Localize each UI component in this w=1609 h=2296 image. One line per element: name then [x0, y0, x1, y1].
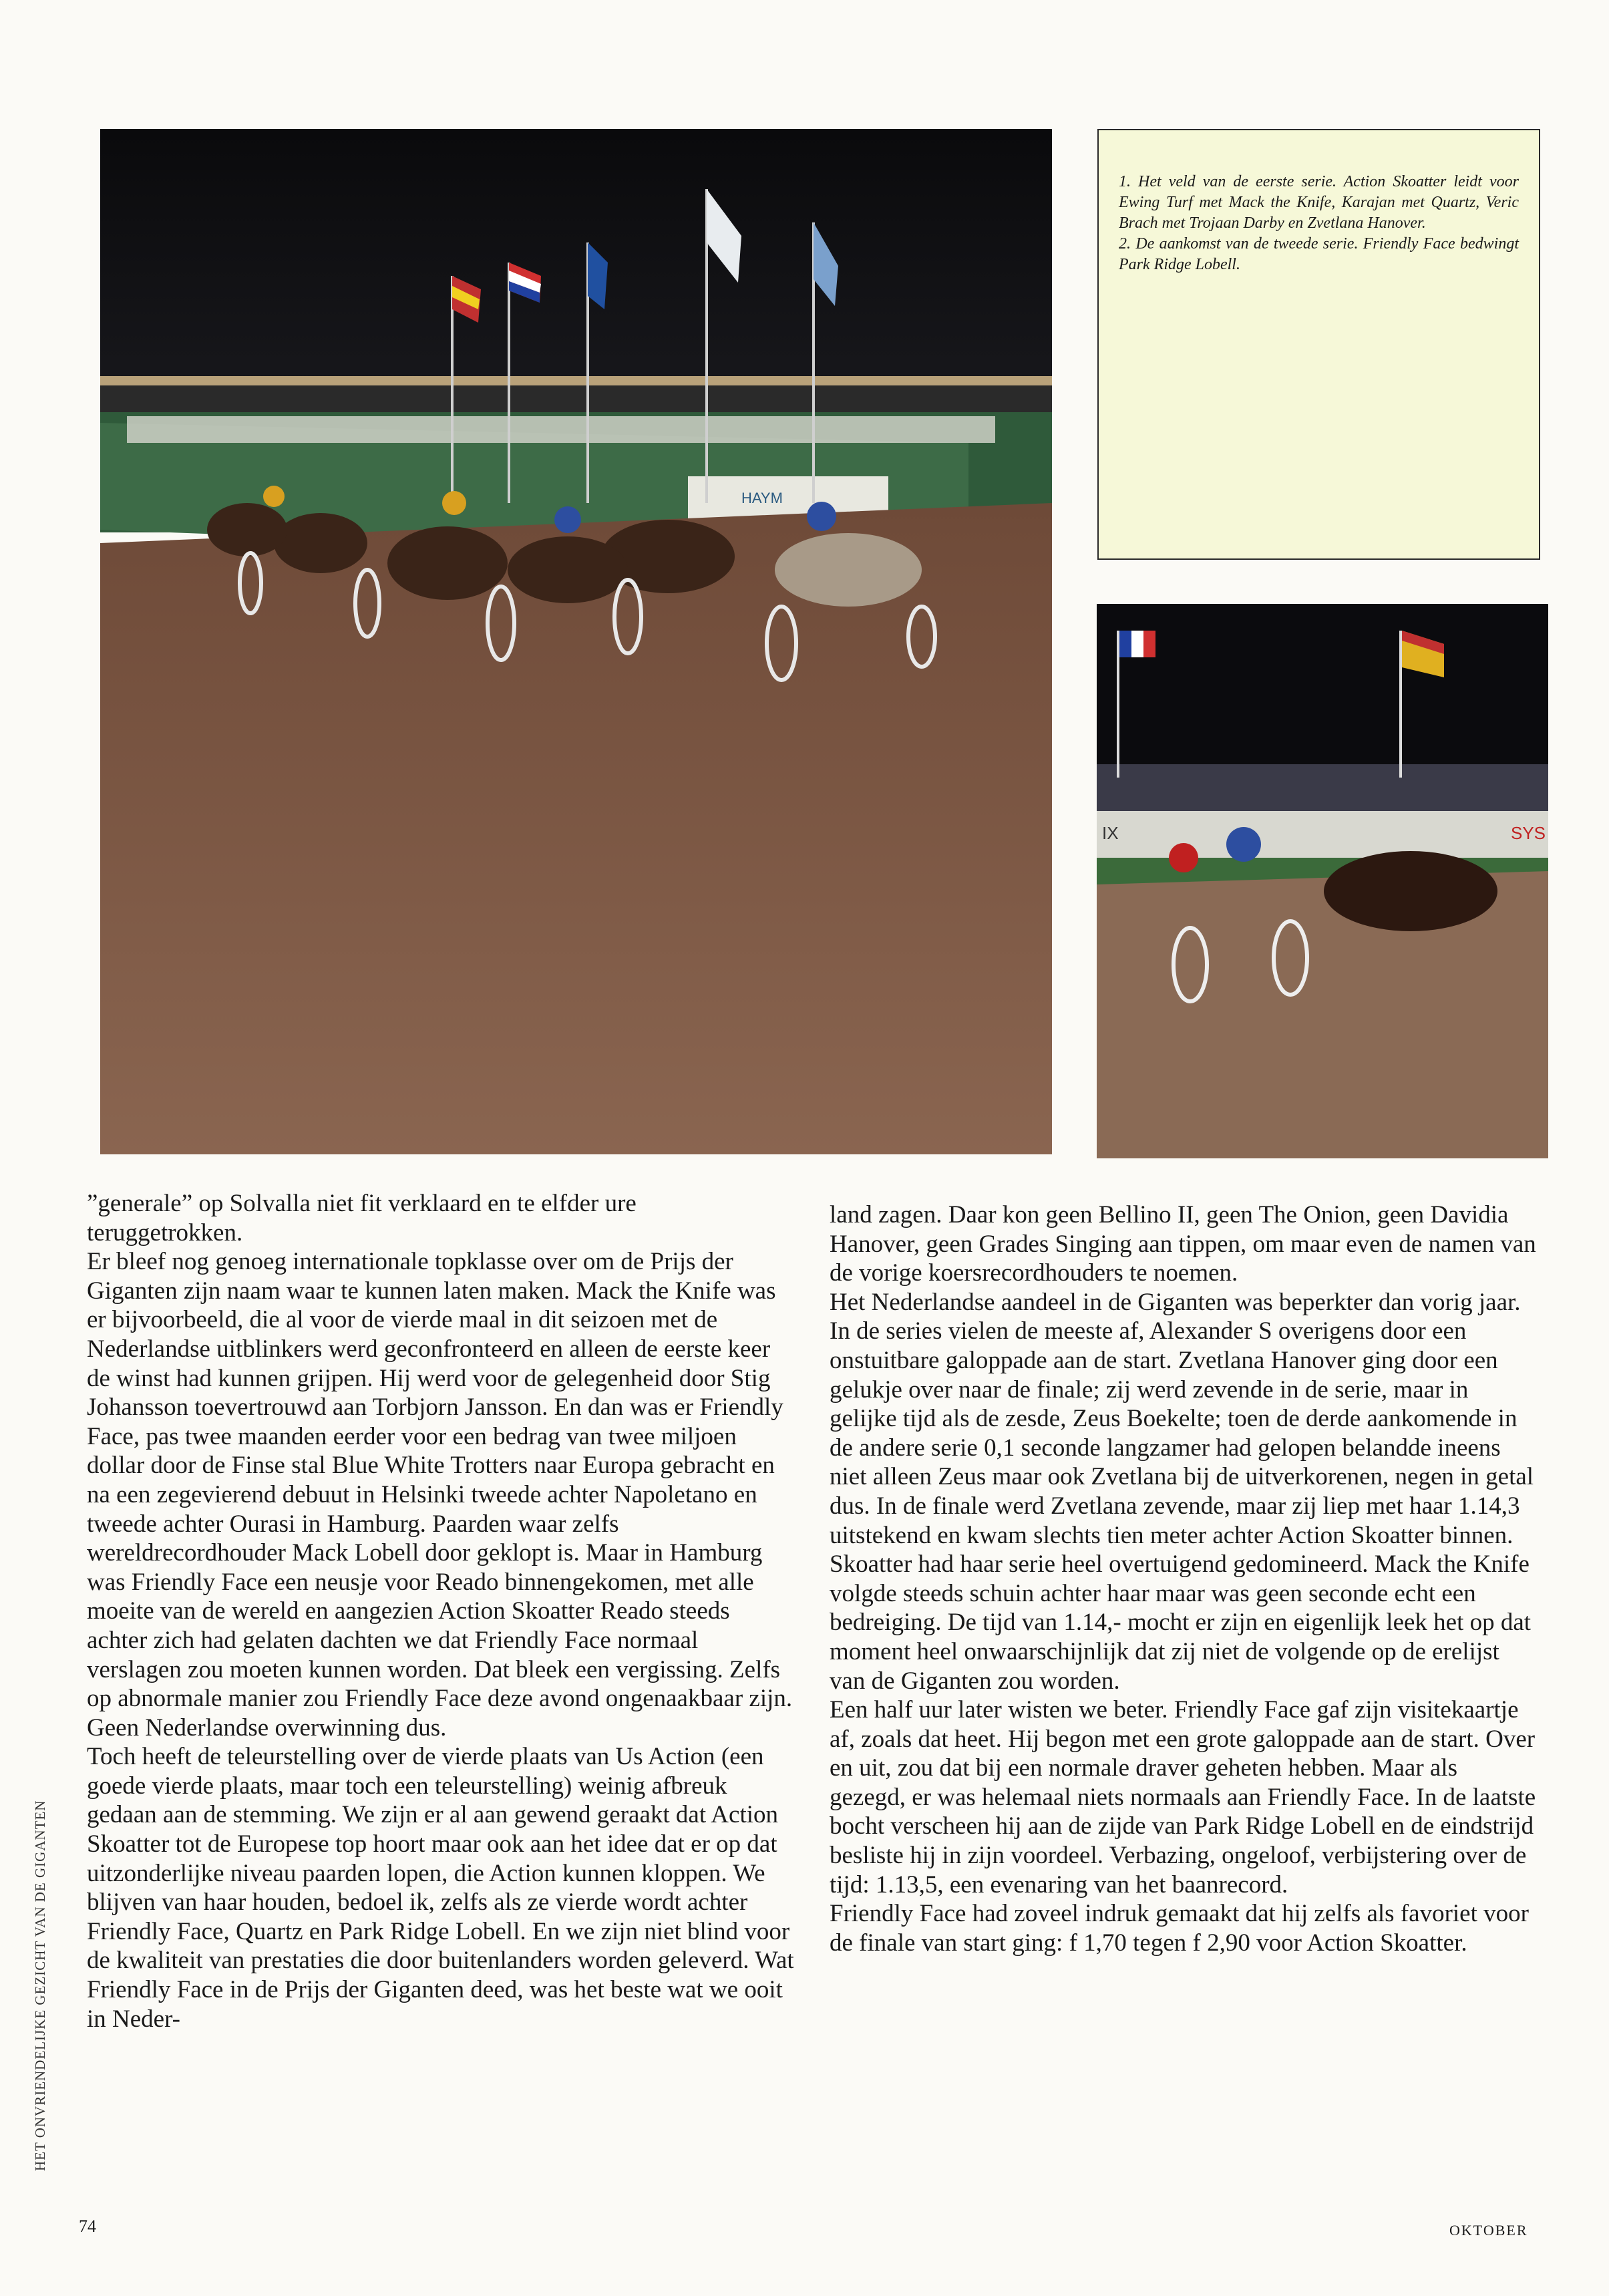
paragraph: Toch heeft de teleurstelling over de vierde plaats van Us Action (een goede vierde plaats, maar toch een teleurstelling) weinig afbreuk gedaan aan de stemming. We zijn er al aan gewend geraakt dat Action Skoatter tot de Europese top hoort maar ook aan het idee dat er op dat uitzonderlijke niveau paarden lopen, die Action kunnen kloppen. We blijven van haar houden, bedoel ik, zelfs als ze vierde wordt achter Friendly Face, Quartz en Park Ridge Lobell. En we zijn niet blind voor de kwaliteit van prestaties die door buitenlanders worden geleverd. Wat Friendly Face in de Prijs der Giganten deed, was het beste wat we ooit in Neder- — [87, 1743, 794, 2033]
photo-first-heat — [100, 129, 1052, 1154]
ad-board-text-right: SYS — [1511, 823, 1546, 843]
article-right-column — [830, 1200, 1538, 1957]
paragraph: Friendly Face had zoveel indruk gemaakt dat hij zelfs als favoriet voor de finale van start ging: f 1,70 tegen f 2,90 voor Action Skoatter. — [830, 1900, 1529, 1957]
article-left-column — [87, 1189, 795, 2033]
paragraph: Er bleef nog genoeg internationale topklasse over om de Prijs der Giganten zijn naam waar te kunnen laten maken. Mack the Knife was er bijvoorbeeld, die al voor de vierde maal in dit seizoen met de Nederlandse uitblinkers werd geconfronteerd en alleen de eerste keer de winst had kunnen grijpen. Hij werd voor de gelegenheid door Stig Johansson toevertrouwd aan Torbjorn Jansson. En dan was er Friendly Face, pas twee maanden eerder voor een bedrag van twee miljoen dollar door de Finse stal Blue White Trotters naar Europa gebracht en na een zegevierend debuut in Helsinki tweede achter Napoletano en tweede achter Ourasi in Hamburg. Paarden waar zelfs wereldrecordhouder Mack Lobell door geklopt is. Maar in Hamburg was Friendly Face een neusje voor Reado binnengekomen, met alle moeite van de wereld en aangezien Action Skoatter Reado steeds achter zich had gelaten dachten we dat Friendly Face normaal verslagen zou moeten kunnen worden. Dat bleek een vergissing. Zelfs op abnormale manier zou Friendly Face deze avond ongenaakbaar zijn. Geen Nederlandse overwinning dus. — [87, 1248, 793, 1742]
harness-race-illustration — [100, 129, 1052, 1154]
paragraph: land zagen. Daar kon geen Bellino II, geen The Onion, geen Davidia Hanover, geen Grades Singing aan tippen, om maar even de namen van de vorige koersrecordhouders te noemen. — [830, 1201, 1536, 1287]
issue-month: OKTOBER — [1449, 2222, 1528, 2239]
paragraph: ”generale” op Solvalla niet fit verklaard en te elfder ure teruggetrokken. — [87, 1190, 637, 1247]
photo-caption-box — [1097, 129, 1540, 560]
photo-second-heat — [1097, 604, 1548, 1158]
paragraph: Het Nederlandse aandeel in de Giganten was beperkter dan vorig jaar. In de series vielen de meeste af, Alexander S overigens door een onstuitbare galoppade aan de start. Zvetlana Hanover ging door een gelukje over naar de finale; zij werd zevende in de serie, maar in gelijke tijd als de zesde, Zeus Boekelte; toen de derde aankomende in de andere serie 0,1 seconde langzamer had gelopen belandde ineens niet alleen Zeus maar ook Zvetlana bij de uitverkorenen, negen in getal dus. In de finale werd Zvetlana zevende, maar zij liep met haar 1.14,3 uitstekend en kwam slechts tien meter achter Action Skoatter binnen. — [830, 1288, 1534, 1549]
ad-board-text: HAYM — [741, 490, 783, 506]
caption-2: 2. De aankomst van de tweede serie. Friendly Face bedwingt Park Ridge Lobell. — [1119, 235, 1519, 273]
running-head-vertical: HET ONVRIENDELIJKE GEZICHT VAN DE GIGANTEN — [32, 1800, 48, 2171]
ad-board-text-left: IX — [1102, 823, 1119, 843]
caption-1: 1. Het veld van de eerste serie. Action Skoatter leidt voor Ewing Turf met Mack the Knife, Karajan met Quartz, Veric Brach met Trojaan Darby en Zvetlana Hanover. — [1119, 173, 1519, 232]
harness-race-finish-illustration — [1097, 604, 1548, 1158]
paragraph: Skoatter had haar serie heel overtuigend gedomineerd. Mack the Knife volgde steeds schuin achter haar maar was geen seconde echt een bedreiging. De tijd van 1.14,- mocht er zijn en eigenlijk leek het op dat moment heel onwaarschijnlijk dat zij niet de volgende op de erelijst van de Giganten zou worden. — [830, 1550, 1532, 1695]
paragraph: Een half uur later wisten we beter. Friendly Face gaf zijn visitekaartje af, zoals dat heet. Hij begon met een grote galoppade aan de start. Over en uit, zou dat bij een normale draver geheten hebben. Maar als gezegd, er was helemaal niets normaals aan Friendly Face. In de laatste bocht verscheen hij aan de zijde van Park Ridge Lobell en de eindstrijd besliste hij in zijn voordeel. Verbazing, ongeloof, verbijstering over de tijd: 1.13,5, een evenaring van het baanrecord. — [830, 1696, 1536, 1899]
page-number: 74 — [79, 2217, 96, 2236]
